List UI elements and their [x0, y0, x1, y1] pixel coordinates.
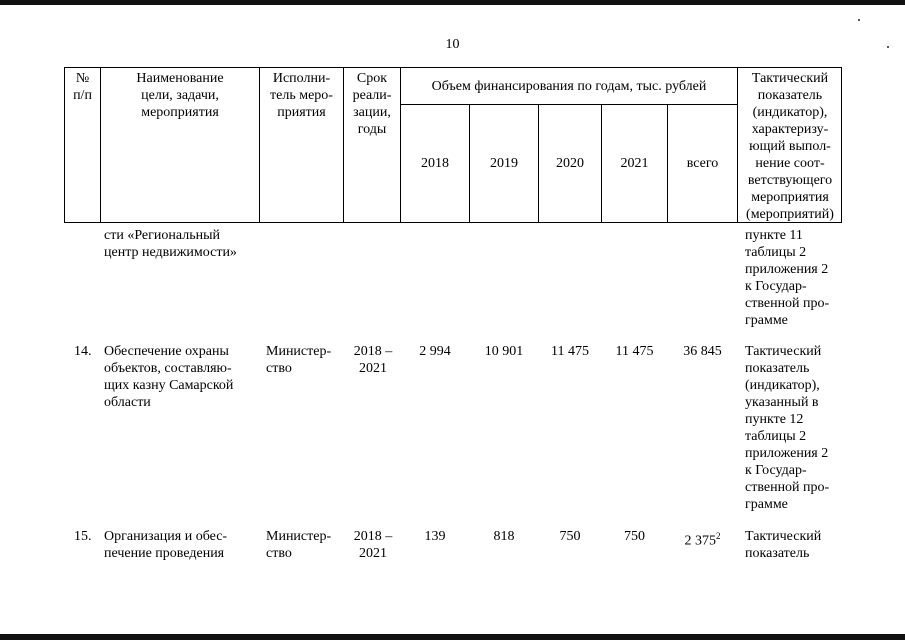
- scan-speck: [858, 19, 860, 21]
- row-name: сти «Региональный центр недвижимости»: [104, 228, 237, 260]
- row-executor: Министер- ство: [266, 344, 332, 376]
- header-year: 2019: [490, 156, 518, 171]
- row-indicator: Тактический показатель: [745, 529, 822, 561]
- page-number: 10: [445, 37, 460, 52]
- top-scan-border: [0, 0, 905, 5]
- funding-subheader-line: [400, 104, 737, 105]
- header-name: Наименование цели, задачи, мероприятия: [136, 71, 224, 120]
- row-period: 2018 – 2021: [353, 344, 393, 376]
- row-name: Обеспечение охраны объектов, составляю- щих казну Самарской области: [104, 344, 234, 410]
- header-funding: Объем финансирования по годам, тыс. рублей: [431, 79, 707, 94]
- row-name: Организация и обес- печение проведения: [104, 529, 228, 561]
- header-bottom-border: [64, 222, 842, 223]
- row-value-2020: 11 475: [551, 344, 589, 359]
- row-value-2018: 139: [424, 529, 446, 544]
- header-year: 2021: [620, 156, 649, 171]
- header-num: № п/п: [73, 71, 92, 103]
- row-period: 2018 – 2021: [353, 529, 393, 561]
- row-num: 14.: [74, 344, 92, 359]
- header-year: 2020: [556, 156, 584, 171]
- bottom-scan-border: [0, 634, 905, 640]
- row-value-2021: 750: [624, 529, 645, 544]
- header-period: Срок реали- зации, годы: [352, 71, 392, 137]
- table-top-border: [64, 67, 842, 68]
- row-value-2020: 750: [559, 529, 581, 544]
- footnote-marker: 2: [716, 531, 721, 541]
- row-value-total-text: 2 375: [684, 533, 716, 549]
- row-value-total: 36 845: [683, 344, 722, 359]
- row-indicator: пункте 11 таблицы 2 приложения 2 к Государ- ственной про- грамме: [745, 228, 830, 328]
- header-indicator: Тактический показатель (индикатор), характеризу- ющий выпол- нение соот- ветствующего мероприятия (мероприятий): [746, 71, 834, 222]
- header-total: всего: [686, 156, 719, 171]
- row-value-total: [668, 528, 737, 550]
- row-executor: Министер- ство: [266, 529, 332, 561]
- header-executor: Исполни- тель меро- приятия: [270, 71, 333, 120]
- row-value-2021: 11 475: [615, 344, 654, 359]
- row-num: 15.: [74, 529, 92, 544]
- row-value-2018: 2 994: [419, 344, 451, 359]
- header-year: 2018: [421, 156, 449, 171]
- row-value-2019: 818: [493, 529, 515, 544]
- row-value-2019: 10 901: [484, 344, 524, 359]
- row-indicator: Тактический показатель (индикатор), указанный в пункте 12 таблицы 2 приложения 2 к Государ- ственной про- грамме: [745, 344, 830, 512]
